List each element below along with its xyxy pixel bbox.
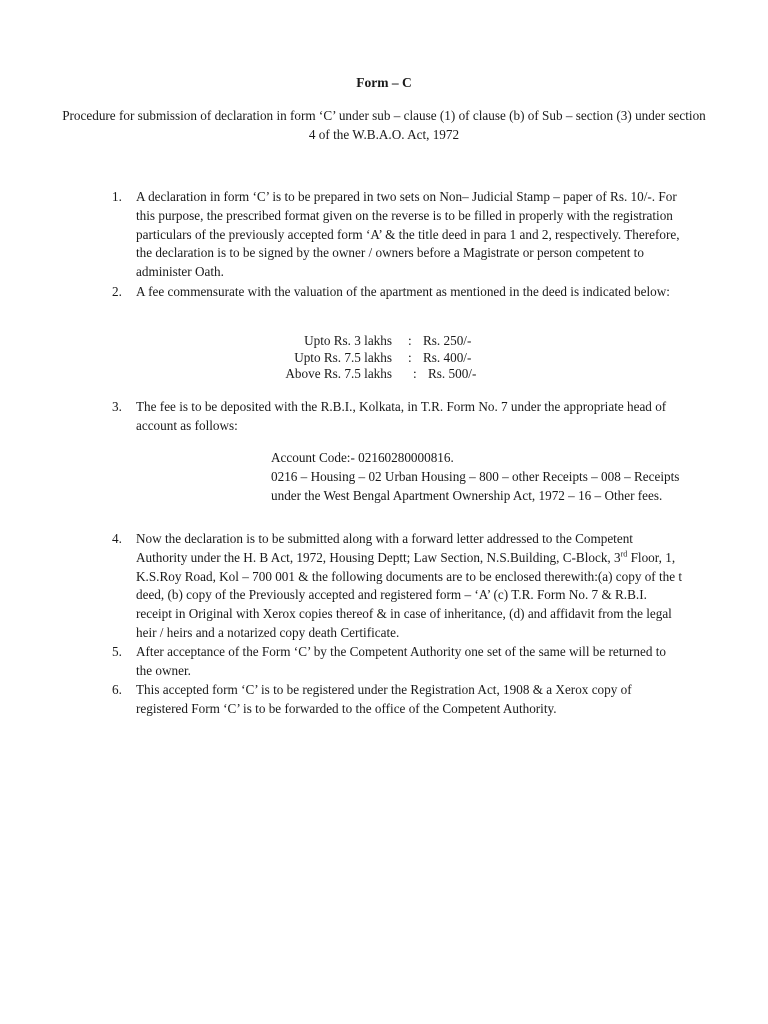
- list-item-number: 6.: [112, 682, 122, 697]
- fee-row: [280, 350, 500, 367]
- account-head: 0216 – Housing – 02 Urban Housing – 800 – other Receipts – 008 – Receipts under the West Bengal Apartment Ownership Act, 1972 – 16 – Other fees.: [271, 468, 680, 503]
- list-item-text: A declaration in form ‘C’ is to be prepared in two sets on Non– Judicial Stamp – paper of Rs. 10/-. For this purpose, the prescribed format given on the reverse is to be filled in properly with the registration particulars of the previously accepted form ‘A’ & the title deed in para 1 and 2, respectively. Therefore, the declaration is to be signed by the owner / owners before a Magistrate or person competent to administer Oath.: [136, 189, 680, 280]
- fee-row: [280, 366, 500, 383]
- fee-amount: Rs. 250/-: [423, 333, 472, 348]
- list-item-text: After acceptance of the Form ‘C’ by the Competent Authority one set of the same will be returned to the owner.: [136, 644, 667, 678]
- fee-range-label: Above Rs. 7.5 lakhs: [285, 366, 392, 382]
- page-subtitle: Procedure for submission of declaration in form ‘C’ under sub – clause (1) of clause (b) of Sub – section (3) under section 4 of the W.B.A.O. Act, 1972: [62, 108, 706, 142]
- fee-range-label: Upto Rs. 7.5 lakhs: [294, 349, 392, 365]
- list-item-text-part: Now the declaration is to be submitted along with a forward letter addressed to the Competent Authority under the H. B Act, 1972, Housing Deptt; Law Section, N.S.Building, C-Block, 3: [136, 531, 633, 565]
- list-item-text: [136, 530, 684, 643]
- account-details: [271, 449, 681, 505]
- fee-separator: :: [408, 333, 412, 348]
- fee-range-label: Upto Rs. 3 lakhs: [304, 333, 392, 348]
- fee-amount: Rs. 400/-: [423, 349, 472, 365]
- list-item-number: 4.: [112, 531, 122, 546]
- fee-amount: Rs. 500/-: [428, 366, 477, 382]
- list-item-number: 3.: [112, 399, 122, 414]
- page-title: Form – C: [356, 75, 412, 90]
- account-code: Account Code:- 02160280000816.: [271, 450, 454, 465]
- list-item-number: 5.: [112, 644, 122, 659]
- list-item-text-part: Floor, 1, K.S.Roy Road, Kol – 700 001 & the following documents are to be enclosed therewith:(a) copy of the t deed, (b) copy of the Previously accepted and registered form – ‘A’ (c) T.R. Form No. 7 & R.B.I. receipt in Original with Xerox copies thereof & in case of inheritance, (d) and affidavit from the legal heir / heirs and a notarized copy death Certificate.: [136, 549, 683, 640]
- list-item-text: A fee commensurate with the valuation of the apartment as mentioned in the deed is indicated below:: [136, 284, 670, 299]
- fee-separator: :: [408, 349, 412, 365]
- list-item-text: The fee is to be deposited with the R.B.I., Kolkata, in T.R. Form No. 7 under the appropriate head of account as follows:: [136, 399, 667, 433]
- fee-schedule: [280, 333, 500, 383]
- list-item-number: 1.: [112, 189, 122, 204]
- fee-row: [280, 333, 500, 350]
- list-item-text: This accepted form ‘C’ is to be registered under the Registration Act, 1908 & a Xerox copy of registered Form ‘C’ is to be forwarded to the office of the Competent Authority.: [136, 682, 632, 716]
- list-item-number: 2.: [112, 284, 122, 299]
- fee-separator: :: [413, 366, 417, 382]
- ordinal-suffix: rd: [620, 549, 628, 559]
